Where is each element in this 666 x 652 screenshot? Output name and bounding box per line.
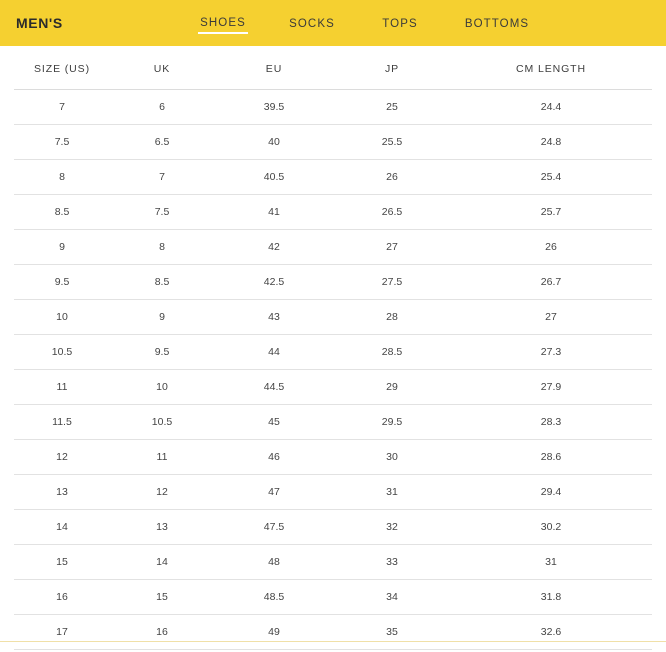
table-cell: 10.5 — [110, 405, 214, 440]
table-row — [14, 195, 652, 230]
table-cell: 44 — [214, 335, 334, 370]
table-cell: 25.4 — [450, 160, 652, 195]
tab-socks-label: SOCKS — [289, 17, 335, 30]
table-cell: 28.6 — [450, 440, 652, 475]
table-cell: 42.5 — [214, 265, 334, 300]
table-cell: 10 — [14, 300, 110, 335]
tab-socks[interactable] — [267, 0, 357, 46]
table-row — [14, 510, 652, 545]
table-cell: 31 — [450, 545, 652, 580]
table-cell: 33 — [334, 545, 450, 580]
table-cell: 16 — [110, 615, 214, 650]
table-cell: 30 — [334, 440, 450, 475]
header-bar — [0, 0, 666, 46]
table-row — [14, 160, 652, 195]
table-cell: 25.5 — [334, 125, 450, 160]
table-row — [14, 90, 652, 125]
tab-bottoms[interactable] — [443, 0, 551, 46]
size-table — [14, 46, 652, 650]
table-cell: 15 — [14, 545, 110, 580]
table-cell: 44.5 — [214, 370, 334, 405]
table-cell: 9 — [14, 230, 110, 265]
table-cell: 40.5 — [214, 160, 334, 195]
table-row — [14, 615, 652, 650]
table-cell: 40 — [214, 125, 334, 160]
column-header-uk: UK — [110, 46, 214, 90]
table-cell: 27.9 — [450, 370, 652, 405]
table-cell: 17 — [14, 615, 110, 650]
table-cell: 31.8 — [450, 580, 652, 615]
table-cell: 8 — [110, 230, 214, 265]
table-row — [14, 440, 652, 475]
table-cell: 29.4 — [450, 475, 652, 510]
table-cell: 11.5 — [14, 405, 110, 440]
table-cell: 15 — [110, 580, 214, 615]
table-row — [14, 335, 652, 370]
table-cell: 27.3 — [450, 335, 652, 370]
table-cell: 11 — [110, 440, 214, 475]
column-header-size-us: SIZE (US) — [14, 46, 110, 90]
table-cell: 13 — [110, 510, 214, 545]
table-cell: 27 — [334, 230, 450, 265]
table-cell: 42 — [214, 230, 334, 265]
table-cell: 30.2 — [450, 510, 652, 545]
table-cell: 31 — [334, 475, 450, 510]
tab-shoes-label: SHOES — [198, 13, 248, 34]
table-cell: 8.5 — [14, 195, 110, 230]
table-cell: 24.8 — [450, 125, 652, 160]
table-cell: 7.5 — [110, 195, 214, 230]
table-cell: 45 — [214, 405, 334, 440]
footer-divider — [0, 641, 666, 642]
table-row — [14, 125, 652, 160]
tab-bottoms-label: BOTTOMS — [464, 17, 530, 30]
table-cell: 48.5 — [214, 580, 334, 615]
table-cell: 29 — [334, 370, 450, 405]
table-cell: 47 — [214, 475, 334, 510]
tab-tops[interactable] — [357, 0, 443, 46]
table-cell: 43 — [214, 300, 334, 335]
tab-shoes[interactable] — [179, 0, 267, 46]
table-row — [14, 475, 652, 510]
table-cell: 11 — [14, 370, 110, 405]
table-row — [14, 265, 652, 300]
table-cell: 39.5 — [214, 90, 334, 125]
table-cell: 47.5 — [214, 510, 334, 545]
table-header — [14, 46, 652, 90]
table-cell: 25.7 — [450, 195, 652, 230]
table-body — [14, 90, 652, 650]
table-cell: 13 — [14, 475, 110, 510]
table-row — [14, 405, 652, 440]
table-cell: 49 — [214, 615, 334, 650]
table-cell: 9 — [110, 300, 214, 335]
table-cell: 41 — [214, 195, 334, 230]
category-tabs — [175, 0, 666, 46]
table-cell: 16 — [14, 580, 110, 615]
table-cell: 7.5 — [14, 125, 110, 160]
table-cell: 8 — [14, 160, 110, 195]
table-cell: 35 — [334, 615, 450, 650]
table-cell: 48 — [214, 545, 334, 580]
table-cell: 32 — [334, 510, 450, 545]
table-cell: 26 — [334, 160, 450, 195]
table-cell: 14 — [110, 545, 214, 580]
table-cell: 28.3 — [450, 405, 652, 440]
table-cell: 8.5 — [110, 265, 214, 300]
table-cell: 34 — [334, 580, 450, 615]
table-cell: 32.6 — [450, 615, 652, 650]
table-cell: 46 — [214, 440, 334, 475]
table-cell: 10 — [110, 370, 214, 405]
table-cell: 28.5 — [334, 335, 450, 370]
size-table-container — [0, 46, 666, 650]
table-cell: 27.5 — [334, 265, 450, 300]
column-header-cm-length: CM LENGTH — [450, 46, 652, 90]
table-row — [14, 370, 652, 405]
column-header-eu: EU — [214, 46, 334, 90]
table-cell: 7 — [14, 90, 110, 125]
table-cell: 12 — [14, 440, 110, 475]
table-cell: 27 — [450, 300, 652, 335]
table-row — [14, 580, 652, 615]
table-cell: 6.5 — [110, 125, 214, 160]
tab-tops-label: TOPS — [382, 17, 418, 30]
table-cell: 26 — [450, 230, 652, 265]
table-row — [14, 230, 652, 265]
table-cell: 9.5 — [110, 335, 214, 370]
table-cell: 6 — [110, 90, 214, 125]
table-cell: 25 — [334, 90, 450, 125]
table-cell: 14 — [14, 510, 110, 545]
table-cell: 12 — [110, 475, 214, 510]
table-cell: 26.7 — [450, 265, 652, 300]
table-header-row — [14, 46, 652, 90]
table-cell: 10.5 — [14, 335, 110, 370]
table-row — [14, 545, 652, 580]
table-cell: 24.4 — [450, 90, 652, 125]
page-title: MEN'S — [16, 15, 63, 31]
table-cell: 28 — [334, 300, 450, 335]
table-cell: 9.5 — [14, 265, 110, 300]
table-cell: 7 — [110, 160, 214, 195]
table-cell: 29.5 — [334, 405, 450, 440]
column-header-jp: JP — [334, 46, 450, 90]
table-row — [14, 300, 652, 335]
table-cell: 26.5 — [334, 195, 450, 230]
